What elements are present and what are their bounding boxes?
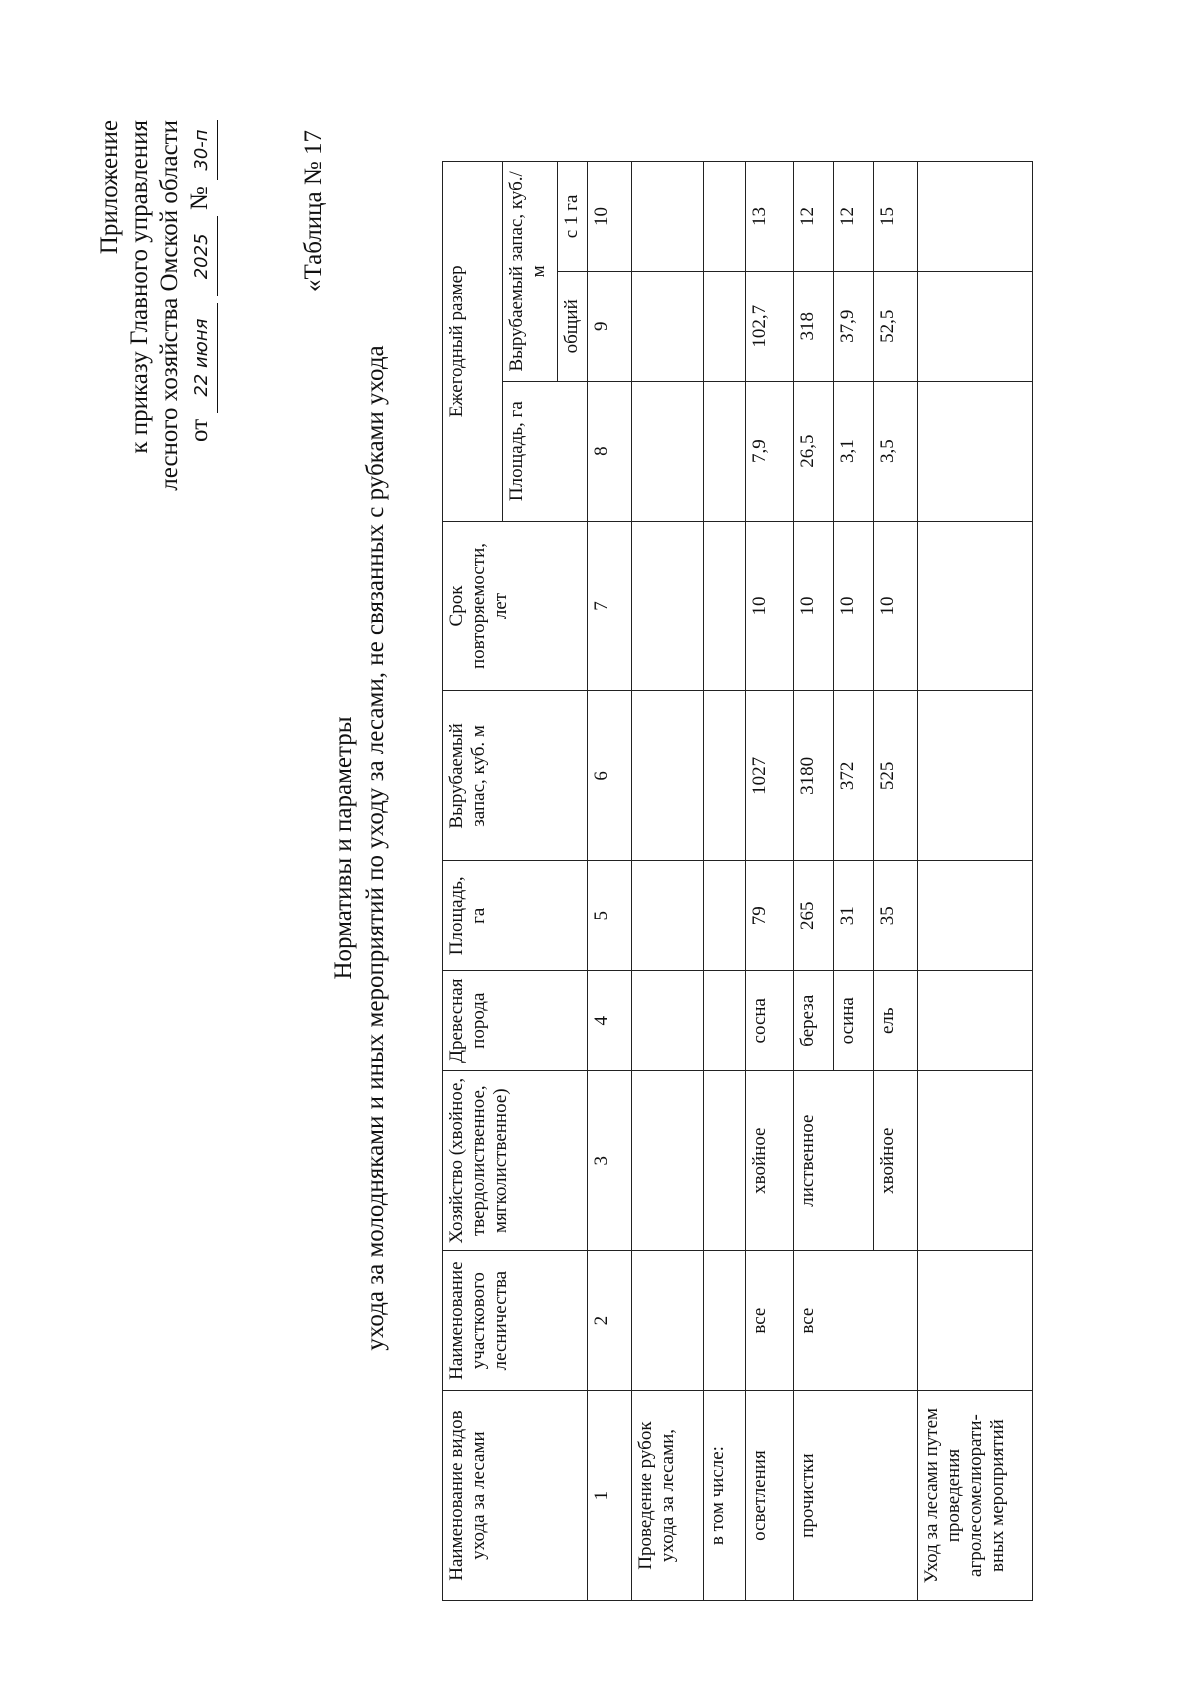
number-prefix: № (186, 186, 213, 211)
row-osv-annual-total: 102,7 (746, 271, 794, 381)
row-osv-species: сосна (746, 971, 794, 1071)
row-thinning-total: Проведение рубок ухода за лесами, (632, 1391, 704, 1601)
row-pro-name: прочистки (794, 1391, 918, 1601)
colnum-6: 6 (588, 691, 632, 861)
row-pro3-area: 35 (874, 861, 918, 971)
handwritten-year: 2025 (187, 216, 218, 296)
header-stock-total: общий (558, 271, 588, 381)
appendix-block (95, 120, 218, 491)
table-row (632, 162, 704, 1601)
table-row (746, 162, 794, 1601)
appendix-date-line (185, 120, 218, 491)
date-prefix: от (186, 418, 213, 442)
colnum-9: 9 (588, 271, 632, 381)
row-pro1-area: 265 (794, 861, 834, 971)
column-numbers-row (588, 162, 632, 1601)
row-pro2-annual-area: 3,1 (834, 381, 874, 521)
row-including: в том числе: (704, 1391, 746, 1601)
row-pro1-annual-area: 26,5 (794, 381, 834, 521)
colnum-8: 8 (588, 381, 632, 521)
handwritten-date: 22 июня (187, 303, 218, 413)
row-pro2-period: 10 (834, 521, 874, 691)
row-osv-area: 79 (746, 861, 794, 971)
row-pro3-stock: 525 (874, 691, 918, 861)
header-annual-stock: Вырубаемый запас, куб./м (503, 162, 558, 382)
row-pro2-annual-ha: 12 (834, 162, 874, 272)
header-stock-per-ha: с 1 га (558, 162, 588, 272)
row-pro1-period: 10 (794, 521, 834, 691)
row-agro: Уход за лесами путем проведения агролесомелиорати-вных мероприятий (918, 1391, 1033, 1601)
header-annual-area: Площадь, га (503, 381, 588, 521)
title-line-1: Нормативы и параметры (330, 716, 357, 980)
header-annual: Ежегодный размер (443, 162, 503, 522)
header-col-6: Вырубаемый запас, куб. м (443, 691, 588, 861)
row-osv-period: 10 (746, 521, 794, 691)
colnum-3: 3 (588, 1071, 632, 1251)
norms-table (442, 161, 1033, 1601)
appendix-line-2: к приказу Главного управления (126, 120, 153, 454)
row-pro3-annual-total: 52,5 (874, 271, 918, 381)
header-col-5: Площадь, га (443, 861, 588, 971)
table-row (918, 162, 1033, 1601)
row-pro3-farm: хвойное (874, 1071, 918, 1251)
table-label: «Таблица № 17 (300, 130, 327, 293)
colnum-7: 7 (588, 521, 632, 691)
appendix-line-1: Приложение (96, 120, 123, 255)
row-pro3-annual-area: 3,5 (874, 381, 918, 521)
title-line-2: ухода за молодняками и иных мероприятий по уходу за лесами, не связанных с рубками ухода (362, 345, 389, 1351)
row-osv-annual-area: 7,9 (746, 381, 794, 521)
row-osv-farm: хвойное (746, 1071, 794, 1251)
row-pro2-species: осина (834, 971, 874, 1071)
row-pro3-period: 10 (874, 521, 918, 691)
colnum-2: 2 (588, 1251, 632, 1391)
table-row (794, 162, 834, 1601)
header-col-3: Хозяйство (хвойное, твердолиственное, мягколиственное) (443, 1071, 588, 1251)
row-osv-stock: 1027 (746, 691, 794, 861)
row-pro1-annual-ha: 12 (794, 162, 834, 272)
header-col-4: Древесная порода (443, 971, 588, 1071)
colnum-10: 10 (588, 162, 632, 272)
row-osv-forestry: все (746, 1251, 794, 1391)
row-pro-farm: лиственное (794, 1071, 874, 1251)
colnum-1: 1 (588, 1391, 632, 1601)
row-pro2-annual-total: 37,9 (834, 271, 874, 381)
row-pro3-species: ель (874, 971, 918, 1071)
row-pro3-annual-ha: 15 (874, 162, 918, 272)
row-osv-name: осветления (746, 1391, 794, 1601)
row-pro2-area: 31 (834, 861, 874, 971)
row-pro1-species: береза (794, 971, 834, 1071)
row-pro1-annual-total: 318 (794, 271, 834, 381)
row-pro-forestry: все (794, 1251, 918, 1391)
table-row (704, 162, 746, 1601)
header-col-7: Срок повторяемости, лет (443, 521, 588, 691)
row-osv-annual-ha: 13 (746, 162, 794, 272)
header-col-1: Наименование видов ухода за лесами (443, 1391, 588, 1601)
handwritten-number: 30-п (187, 120, 218, 180)
row-pro2-stock: 372 (834, 691, 874, 861)
row-pro1-stock: 3180 (794, 691, 834, 861)
colnum-5: 5 (588, 861, 632, 971)
appendix-line-3: лесного хозяйства Омской области (156, 120, 183, 491)
header-col-2: Наименование участкового лесничества (443, 1251, 588, 1391)
colnum-4: 4 (588, 971, 632, 1071)
